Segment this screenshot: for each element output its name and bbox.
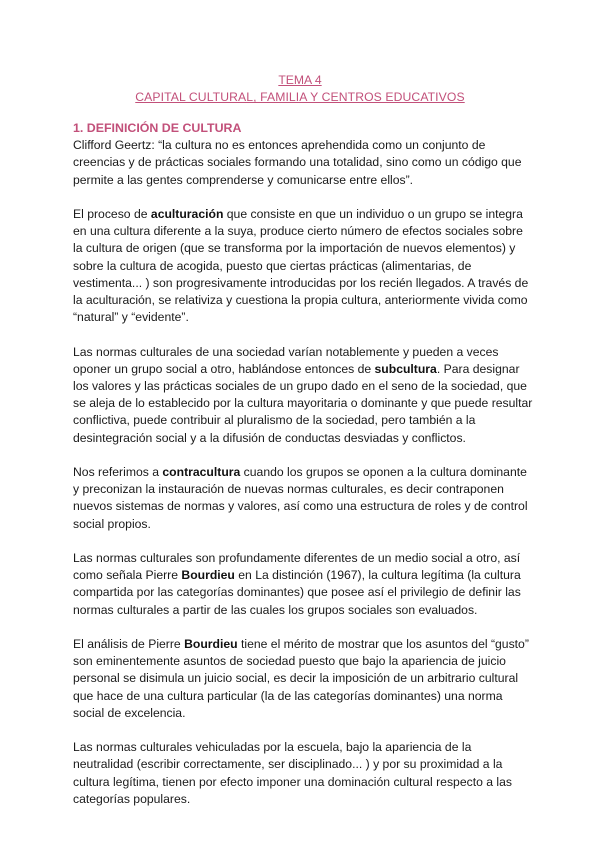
term-contracultura: contracultura [162,465,241,480]
text-run: Las normas culturales de una sociedad varían notablemente y pueden a veces oponer un grupo social a otro, hablándose entonces de [73,344,499,376]
paragraph-contracultura [73,464,535,533]
term-bourdieu: Bourdieu [181,568,235,583]
paragraph-bourdieu-gusto [73,636,535,722]
paragraph-bourdieu-distincion [73,550,535,619]
term-subcultura: subcultura [374,361,437,376]
paragraph-escuela: Las normas culturales vehiculadas por la escuela, bajo la apariencia de la neutralidad (escribir correctamente, ser disciplinado... ) y por su proximidad a la cultura legítima, tienen por efecto imponer una dominación cultural respecto a las categorías populares. [73,740,512,806]
paragraph-subcultura [73,344,535,447]
text-run: tiene el mérito de mostrar que los asuntos del “gusto” son eminentemente asuntos de sociedad puesto que bajo la apariencia de juicio personal se disimula un juicio social, es decir la imposición de un arbitrario cultural que hace de una cultura particular (la de las categorías dominantes) una norma social de excelencia. [73,637,529,720]
topic-number: TEMA 4 [278,73,322,87]
term-bourdieu: Bourdieu [184,637,238,652]
paragraph-aculturacion [73,206,535,326]
text-run: El análisis de Pierre [73,637,185,652]
topic-title: CAPITAL CULTURAL, FAMILIA Y CENTROS EDUCATIVOS [135,90,465,105]
section-heading: 1. DEFINICIÓN DE CULTURA [73,121,242,135]
text-run: cuando los grupos se oponen a la cultura dominante y preconizan la instauración de nuevas normas culturales, es decir contraponen nuevos sistemas de normas y valores, así como una estructura de roles y de control social propios. [73,465,528,531]
text-run: que consiste en que un individuo o un grupo se integra en una cultura diferente a la suya, produce cierto número de efectos sociales sobre la cultura de origen (que se transforma por la importación de nuevos elementos) y sobre la cultura de acogida, puesto que ciertas prácticas (alimentarias, de vestimenta... ) son progresivamente introducidas por los recién llegados. A través de la aculturación, se relativiza y cuestiona la propia cultura, anteriormente vivida como “natural” y “evidente”. [73,207,529,325]
title-block [0,72,600,106]
paragraph-geertz: Clifford Geertz: “la cultura no es entonces aprehendida como un conjunto de creencias y de prácticas sociales formando una totalidad, sino como un código que permite a las gentes comprenderse y comunicarse entre ellos”. [73,138,522,187]
term-aculturacion: aculturación [150,207,224,221]
text-run: . Para designar los valores y las prácticas sociales de un grupo dado en el seno de la sociedad, que se aleja de lo establecido por la cultura mayoritaria o dominante y que puede resultar conflictiva, puede contribuir al pluralismo de la sociedad, pero también a la desintegración social y a la difusión de conductas desviadas y conflictos. [73,361,533,445]
text-run: en La distinción (1967), la cultura legítima (la cultura compartida por las categorías dominantes) que posee así el privilegio de definir las normas culturales a partir de las cuales los grupos sociales son evaluados. [73,568,521,617]
text-run: El proceso de [73,207,151,221]
document-body [73,120,535,825]
text-run: Las normas culturales son profundamente diferentes de un medio social a otro, así como señala Pierre [73,551,521,583]
text-run: Nos referimos a [73,465,163,480]
